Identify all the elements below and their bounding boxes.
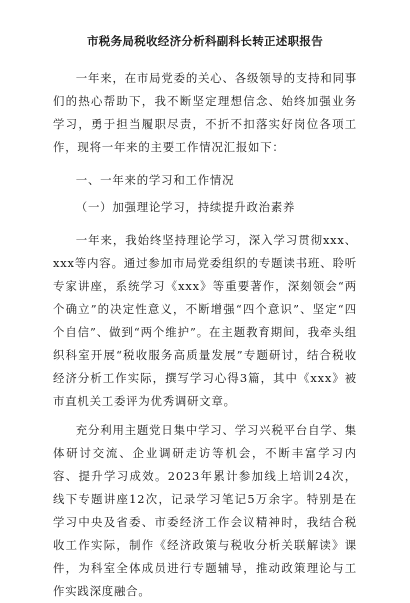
subsection-heading: （一）加强理论学习，持续提升政治素养	[75, 200, 296, 214]
body-paragraph-2: 充分利用主题党日集中学习、学习兴税平台自学、集体研讨交流、企业调研走访等机会，不断丰富学习内容、提升学习成效。2023年累计参加线上培训24次，线下专题讲座12次，记录学习笔记5万余字。特别是在学习中央及省委、市委经济工作会议精神时，我结合税收工作实际，制作《经济政策与税收分析关联解读》课件，为科室全体成员进行专题辅导，推动政策理论与工作实践深度融合。	[53, 423, 357, 598]
section-heading: 一、一年来的学习和工作情况	[75, 173, 235, 187]
document-title: 市税务局税收经济分析科副科长转正述职报告	[87, 34, 323, 48]
intro-paragraph: 一年来，在市局党委的关心、各级领导的支持和同事们的热心帮助下，我不断坚定理想信念、始终加强业务学习，勇于担当履职尽责，不折不扣落实好岗位各项工作，现将一年来的主要工作情况汇报如下：	[53, 71, 357, 154]
body-paragraph-1: 一年来，我始终坚持理论学习，深入学习贯彻xxx、xxx等内容。通过参加市局党委组织的专题读书班、聆听专家讲座，系统学习《xxx》等重要著作，深刻领会“两个确立”的决定性意义，不断增强“四个意识”、坚定“四个自信”、做到“两个维护”。在主题教育期间，我牵头组织科室开展“税收服务高质量发展”专题研讨，结合税收经济分析工作实际，撰写学习心得3篇，其中《xxx》被市直机关工委评为优秀调研文章。	[53, 233, 357, 408]
